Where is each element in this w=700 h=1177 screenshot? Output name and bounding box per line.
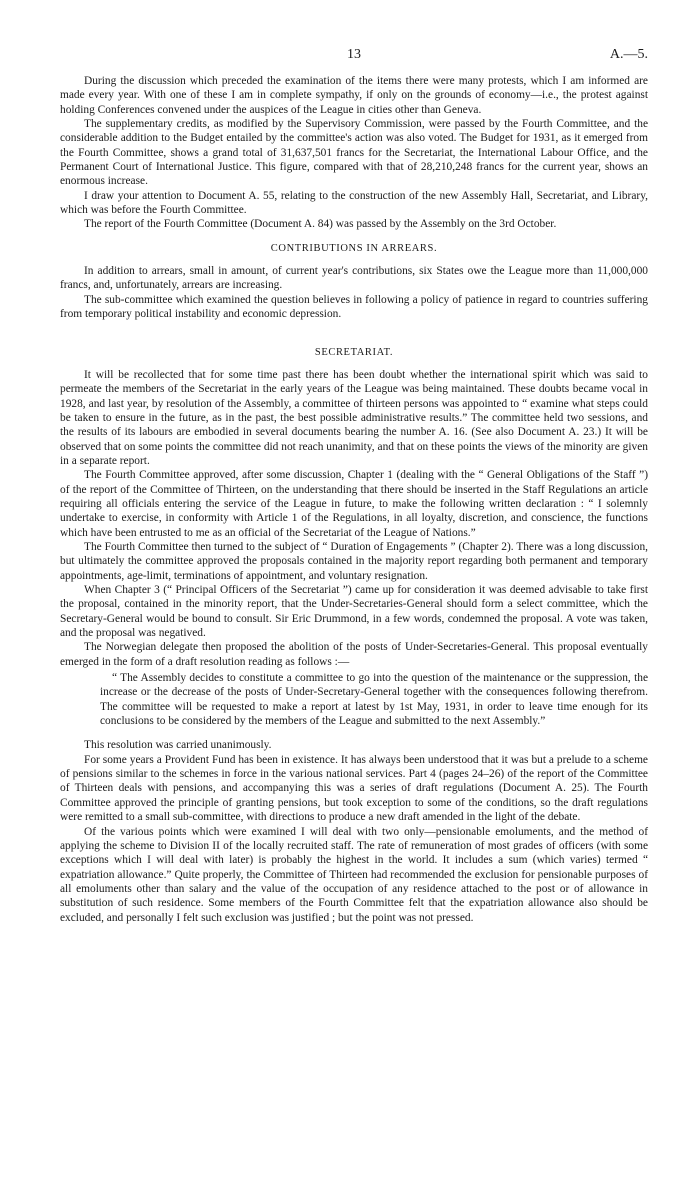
page-header	[60, 48, 648, 74]
paragraph: The report of the Fourth Committee (Document A. 84) was passed by the Assembly on the 3rd October.	[84, 218, 557, 231]
draft-resolution-quote: “ The Assembly decides to constitute a committee to go into the question of the maintenance or the suppression, the increase or the decrease of the posts of Under-Secretary-General together with the consequences following therefrom. The committee will be requested to make a report at latest by 1st May, 1931, in order to leave time enough for its conclusions to be considered by the members of the League and submitted to the next Assembly.”	[100, 672, 648, 728]
paragraph: This resolution was carried unanimously.	[84, 739, 272, 752]
paragraph: For some years a Provident Fund has been in existence. It has always been understood that it was but a prelude to a scheme of pensions similar to the schemes in force in the various national services. Part 4 (pages 24–26) of the report of the Committee of Thirteen deals with pensions, and accompanying this was a series of draft regulations (Document A. 25). The Fourth Committee approved the principle of granting pensions, but took exception to some of the conditions, so the draft regulations were remitted to a small sub-committee, with directions to produce a new draft amended in the light of the debate.	[60, 753, 648, 824]
paragraph: The Fourth Committee approved, after some discussion, Chapter 1 (dealing with the “ General Obligations of the Staff ”) of the report of the Committee of Thirteen, on the understanding that there should be inserted in the Staff Regulations an article requiring all officials entering the service of the League in future, to make the following written declaration : “ I solemnly undertake to exercise, in conformity with Article 1 of the Regulations, in all loyalty, discretion, and conscience, the functions which have been entrusted to me as an official of the Secretariat of the League of Nations.”	[60, 469, 648, 539]
page-number: 13	[347, 47, 361, 62]
section-heading-arrears: CONTRIBUTIONS IN ARREARS.	[270, 242, 438, 254]
paragraph: In addition to arrears, small in amount, of current year's contributions, six States owe the League more than 11,000,000 francs, and, unfortunately, arrears are increasing.	[60, 265, 648, 292]
paragraph: The supplementary credits, as modified by the Supervisory Commission, were passed by the Fourth Committee, and the considerable addition to the Budget entailed by the committee's action was also voted. The Budget for 1931, as it emerged from the Fourth Committee, shows a grand total of 31,637,501 francs for the Secretariat, the International Labour Office, and the Permanent Court of International Justice. This figure, compared with that of 28,210,248 francs for the current year, shows an enormous increase.	[60, 118, 648, 188]
section-heading-secretariat: SECRETARIAT.	[314, 346, 394, 358]
paragraph: During the discussion which preceded the examination of the items there were many protests, which I am informed are made every year. With one of these I am in complete sympathy, if only on the grounds of economy—i.e., the protest against holding Conferences convened under the auspices of the League in cities other than Geneva.	[60, 75, 648, 116]
document-reference: A.—5.	[609, 47, 648, 62]
document-page	[60, 48, 648, 925]
paragraph: When Chapter 3 (“ Principal Officers of the Secretariat ”) came up for consideration it was deemed advisable to take first the proposal, contained in the minority report, that the Under-Secretaries-General should form a select committee, which the Secretary-General would be bound to consult. Sir Eric Drummond, in a few words, condemned the proposal. A vote was taken, and the proposal was negatived.	[60, 584, 648, 640]
paragraph: Of the various points which were examined I will deal with two only—pensionable emoluments, and the method of applying the scheme to Division II of the locally recruited staff. The rate of remuneration of most grades of officers (with some exceptions which I will deal with later) is probably the highest in the world. It includes a sum (which varies) termed “ expatriation allowance.” Quite properly, the Committee of Thirteen had recommended the exclusion for pensionable purposes of all emoluments other than salary and the value of the occupation of any residence attached to the post or of allowance in substitution of such residence. Some members of the Fourth Committee felt that the expatriation allowance also should be excluded, and personally I felt such exclusion was justified ; but the point was not pressed.	[60, 825, 648, 924]
paragraph: The Fourth Committee then turned to the subject of “ Duration of Engagements ” (Chapter 2). There was a long discussion, but ultimately the committee approved the proposals contained in the majority report regarding both permanent and temporary appointments, age-limit, terminations of appointment, and voluntary resignation.	[60, 540, 648, 582]
paragraph: I draw your attention to Document A. 55, relating to the construction of the new Assembly Hall, Secretariat, and Library, which was before the Fourth Committee.	[60, 189, 648, 217]
paragraph: The Norwegian delegate then proposed the abolition of the posts of Under-Secretaries-General. This proposal eventually emerged in the form of a draft resolution reading as follows :—	[60, 641, 648, 668]
paragraph: The sub-committee which examined the question believes in following a policy of patience in regard to countries suffering from temporary political instability and economic depression.	[60, 293, 648, 321]
paragraph: It will be recollected that for some time past there has been doubt whether the international spirit which was said to permeate the members of the Secretariat in the early years of the League was being maintained. These doubts became vocal in 1928, and last year, by resolution of the Assembly, a committee of thirteen persons was appointed to “ examine what steps could be taken to ensure in the future, as in the past, the best possible administrative results.” The committee held two sessions, and the results of its labours are embodied in several documents bearing the number A. 16. (See also Document A. 23.) It will be observed that on some points the committee did not reach unanimity, and that on these points the views of the minority are given in a separate report.	[60, 368, 648, 467]
